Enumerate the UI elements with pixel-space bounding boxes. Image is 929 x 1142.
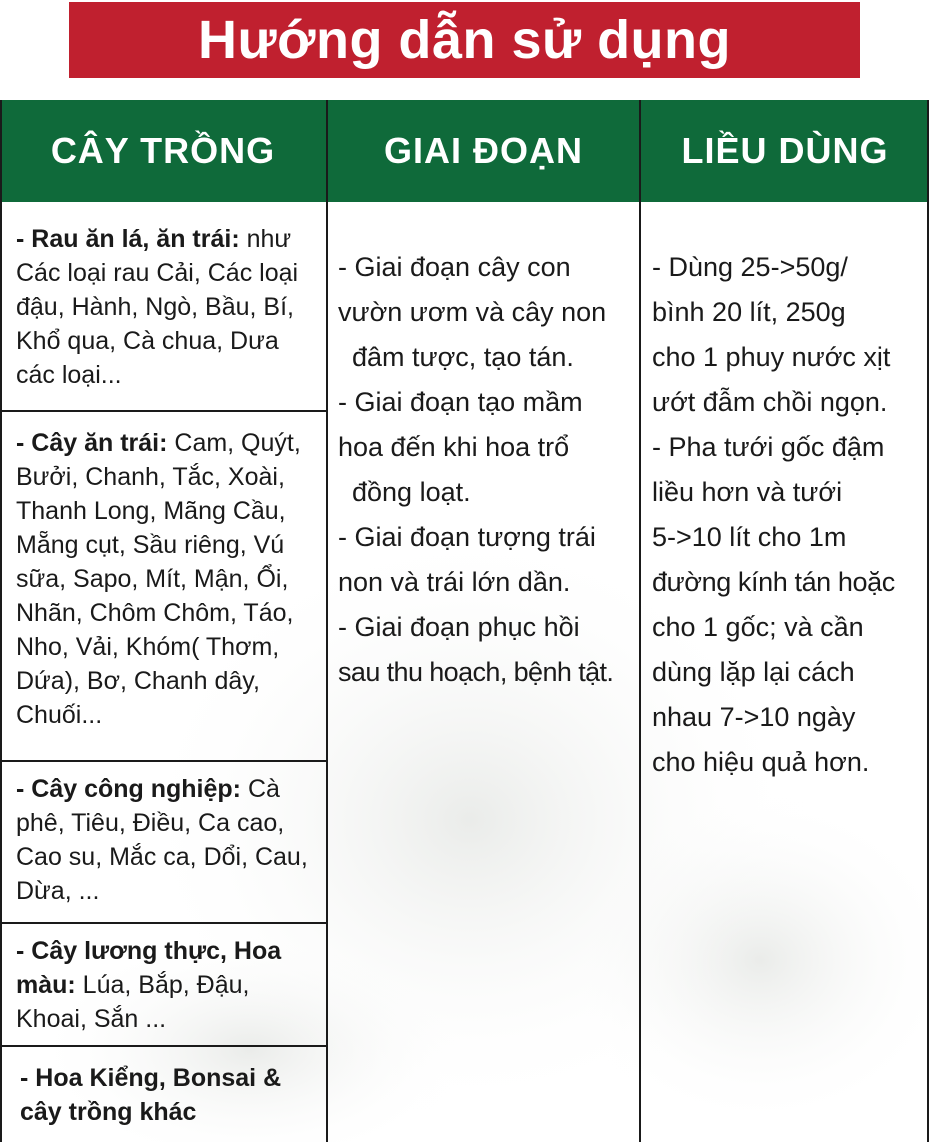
stage-line: - Giai đoạn phục hồi [338,612,580,642]
row-divider-2 [0,760,326,762]
crop-list: như Các loại rau Cải, Các loại đậu, Hành, Ngò, Bầu, Bí, Khổ qua, Cà chua, Dưa các loại... [16,225,299,389]
crop-list: Cà phê, Tiêu, Điều, Ca cao, Cao su, Mắc ca, Dổi, Cau, Dừa, ... [16,775,308,905]
usage-table [0,100,929,1142]
crop-cell-fruit-trees [16,426,316,732]
dosage-line: ướt đẫm chồi ngọn. [652,387,888,417]
dosage-line: cho 1 phuy nước xịt [652,342,891,372]
crop-cell-food-crops [16,934,316,1036]
stage-line: sau thu hoạch, bệnh tật. [338,657,614,687]
dosage-line: cho 1 gốc; và cần [652,612,864,642]
dosage-line: bình 20 lít, 250g [652,297,846,327]
stage-column-text [338,245,613,695]
crop-label: - Hoa Kiểng, Bonsai & cây trồng khác [20,1064,282,1126]
dosage-line: đường kính tán hoặc [652,567,895,597]
crop-cell-ornamental [20,1061,310,1129]
dosage-line: liều hơn và tưới [652,477,843,507]
crop-label: - Cây công nghiệp: [16,775,241,803]
dosage-line: nhau 7->10 ngày [652,702,856,732]
row-divider-4 [0,1045,326,1047]
column-divider-1 [326,100,328,1142]
stage-line: - Giai đoạn tượng trái [338,522,596,552]
page-title: Hướng dẫn sử dụng [69,2,860,78]
dosage-line: 5->10 lít cho 1m [652,522,847,552]
dosage-column-text [652,245,895,785]
dosage-line: cho hiệu quả hơn. [652,747,870,777]
dosage-line: dùng lặp lại cách [652,657,855,687]
stage-line: đâm tược, tạo tán. [352,342,574,372]
row-divider-3 [0,922,326,924]
header-stage: GIAI ĐOẠN [328,100,639,202]
crop-cell-industrial [16,772,316,908]
crop-list: Lúa, Bắp, Đậu, Khoai, Sắn ... [16,971,250,1033]
crop-cell-vegetables [16,222,316,392]
stage-line: - Giai đoạn cây con [338,252,571,282]
header-dosage: LIỀU DÙNG [641,100,929,202]
crop-label: - Rau ăn lá, ăn trái: [16,225,240,253]
stage-line: non và trái lớn dần. [338,567,571,597]
crop-list: Cam, Quýt, Bưởi, Chanh, Tắc, Xoài, Thanh Long, Mãng Cầu, Mẵng cụt, Sầu riêng, Vú sữa, Sapo, Mít, Mận, Ổi, Nhãn, Chôm Chôm, Táo, Nho, Vải, Khóm( Thơm, Dứa), Bơ, Chanh dây, Chuối... [16,429,301,729]
stage-line: hoa đến khi hoa trổ [338,432,570,462]
stage-line: đồng loạt. [352,477,471,507]
crop-label: - Cây lương thực, Hoa màu: [16,937,282,999]
stage-line: - Giai đoạn tạo mầm [338,387,583,417]
header-crop: CÂY TRỒNG [0,100,326,202]
table-border-left [0,100,2,1142]
dosage-line: - Pha tưới gốc đậm [652,432,885,462]
column-divider-2 [639,100,641,1142]
row-divider-1 [0,410,326,412]
stage-line: vườn ươm và cây non [338,297,607,327]
dosage-line: - Dùng 25->50g/ [652,252,848,282]
crop-label: - Cây ăn trái: [16,429,168,457]
